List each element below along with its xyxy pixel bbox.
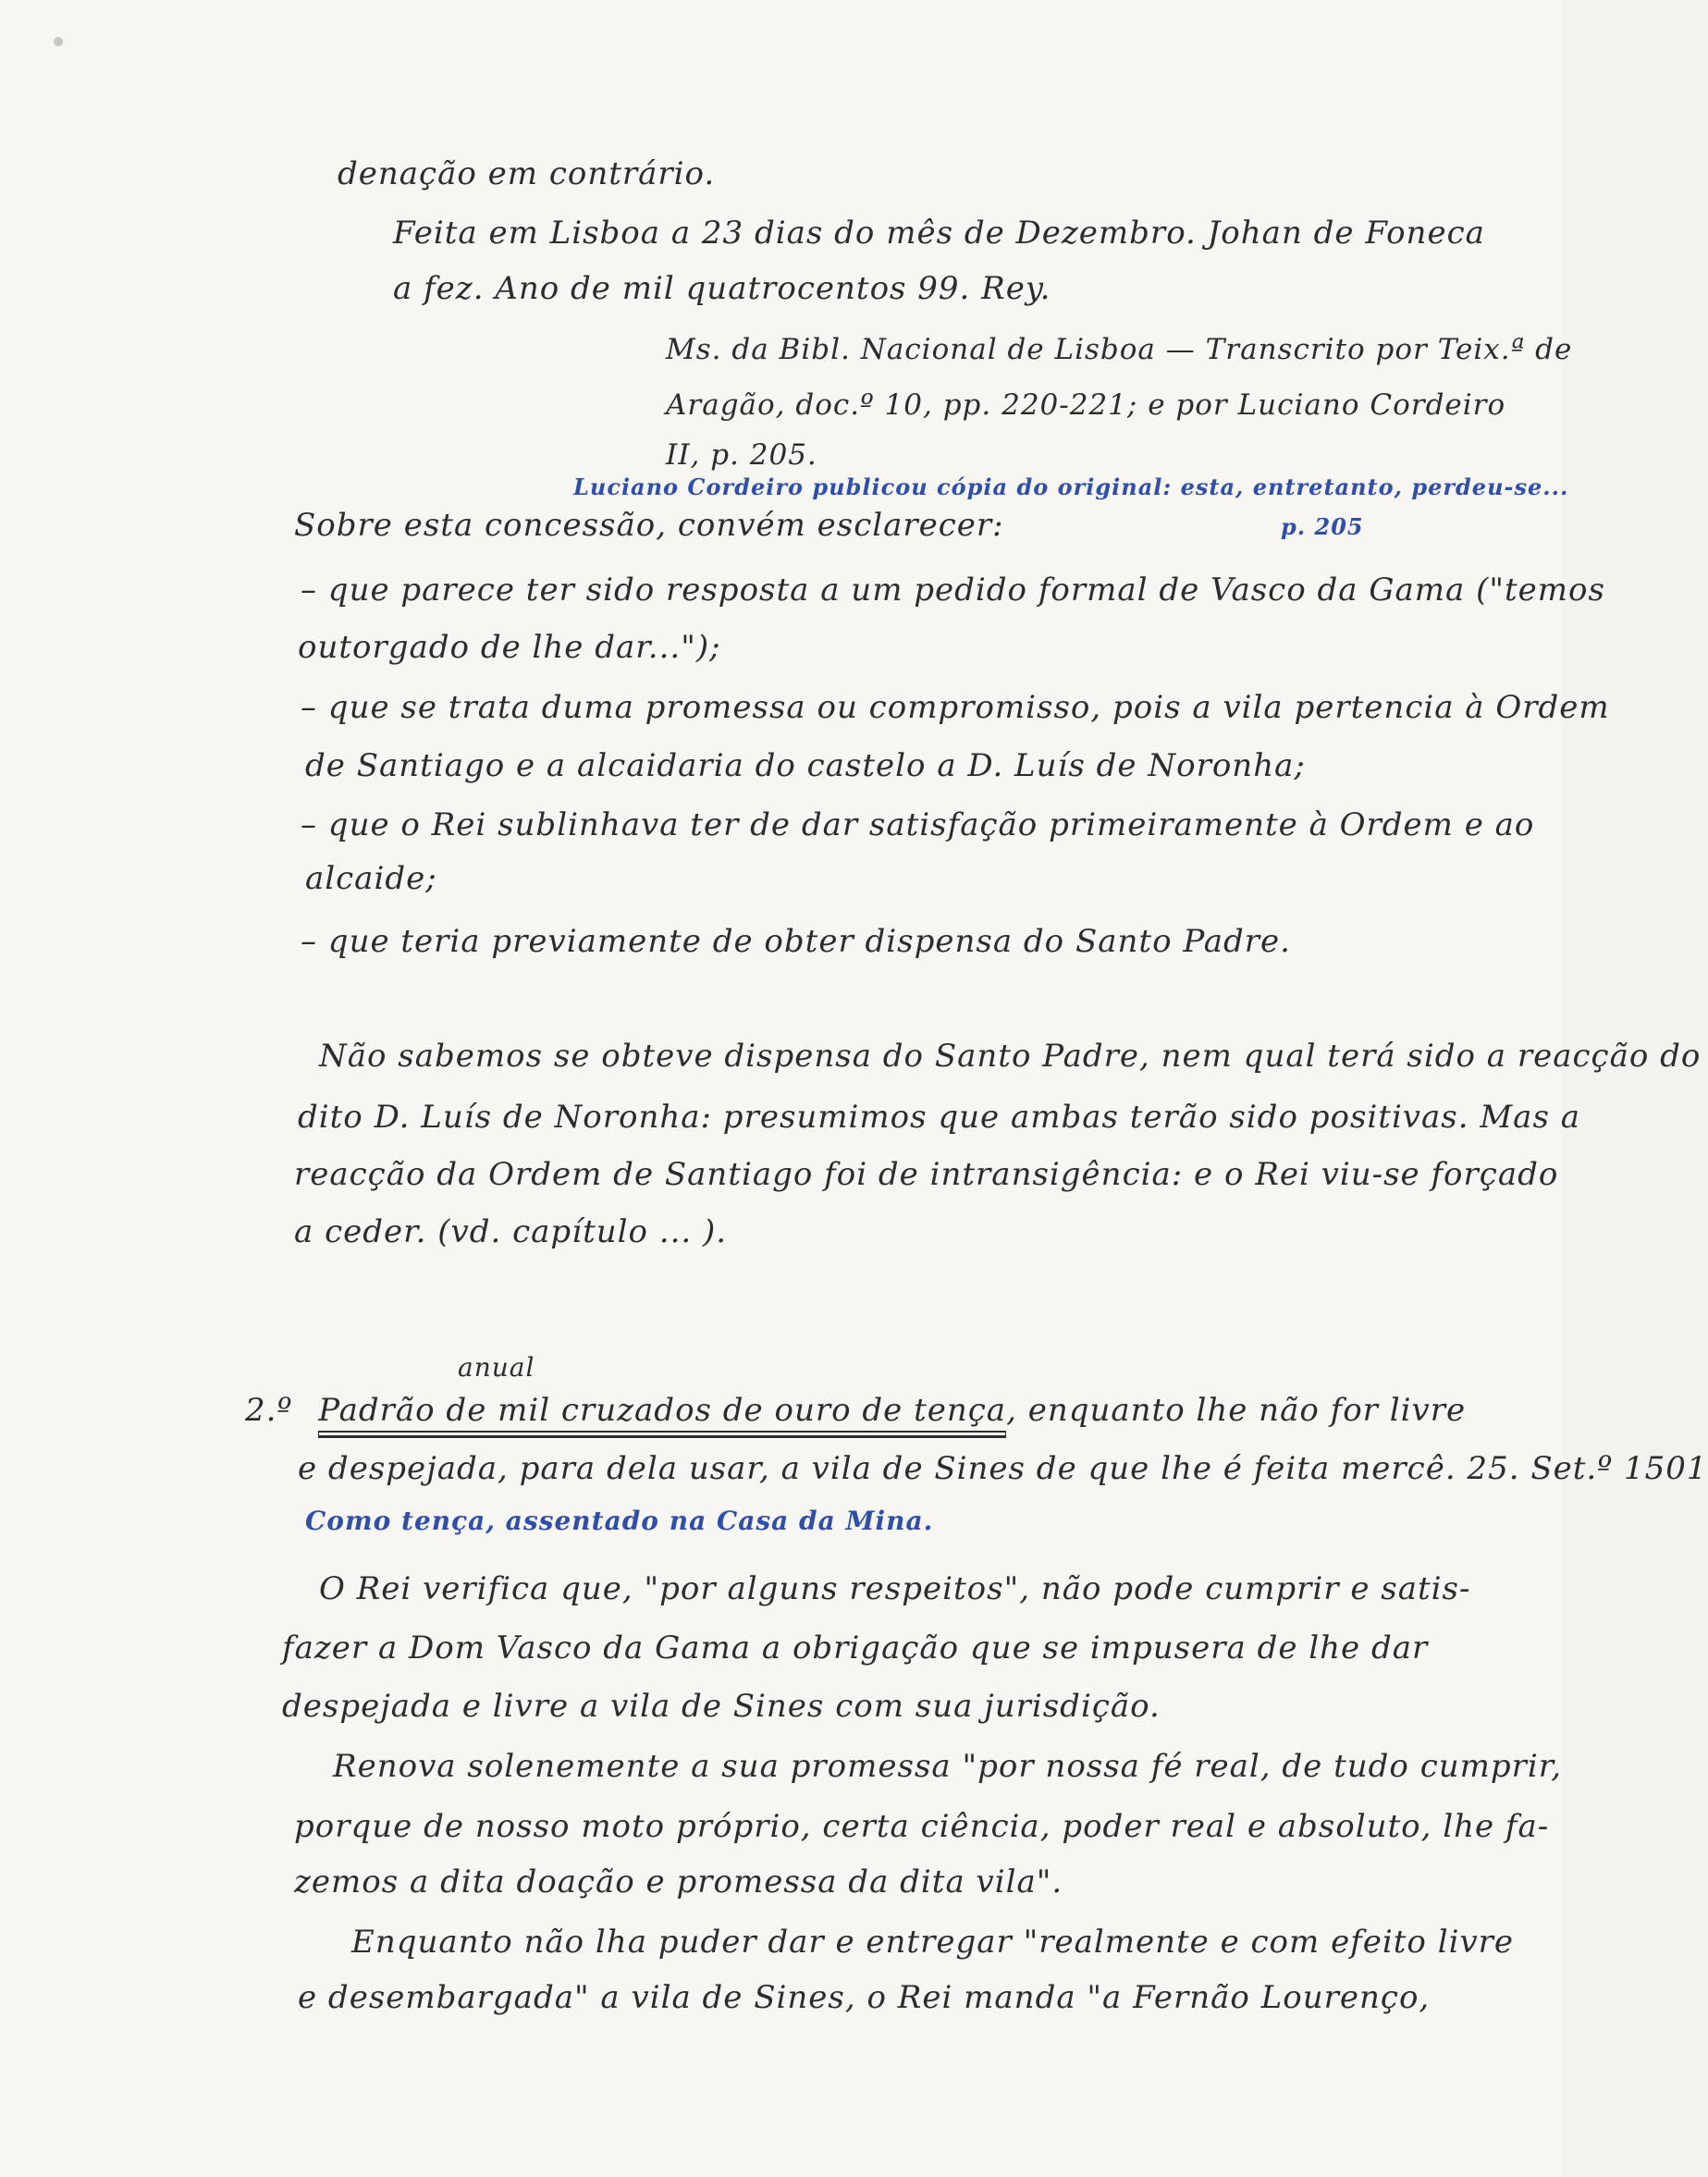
section-heading-line bbox=[245, 1392, 1466, 1429]
text-line: a fez. Ano de mil quatrocentos 99. Rey. bbox=[393, 270, 1051, 307]
citation-line: Ms. da Bibl. Nacional de Lisboa — Transcrito por Teix.ª de bbox=[666, 333, 1573, 366]
section-title: Padrão de mil cruzados de ouro de tença bbox=[318, 1392, 1006, 1433]
text-line: Não sabemos se obteve dispensa do Santo Padre, nem qual terá sido a reacção do bbox=[319, 1038, 1702, 1075]
text-line: e desembargada" a vila de Sines, o Rei manda "a Fernão Lourenço, bbox=[298, 1979, 1431, 2016]
blue-annotation-page: p. 205 bbox=[1281, 513, 1364, 540]
bullet-line: – que teria previamente de obter dispensa do Santo Padre. bbox=[301, 923, 1291, 960]
bullet-line: – que o Rei sublinhava ter de dar satisfação primeiramente à Ordem e ao bbox=[301, 806, 1535, 843]
bullet-line: – que se trata duma promessa ou compromisso, pois a vila pertencia à Ordem bbox=[301, 689, 1610, 726]
insertion-mark: anual bbox=[458, 1352, 535, 1383]
citation-line: II, p. 205. bbox=[666, 438, 817, 472]
section-heading-rest: , enquanto lhe não for livre bbox=[1006, 1392, 1467, 1429]
text-line: Enquanto não lha puder dar e entregar "realmente e com efeito livre bbox=[351, 1924, 1515, 1961]
citation-line: Aragão, doc.º 10, pp. 220-221; e por Luciano Cordeiro bbox=[666, 388, 1506, 422]
text-line: Sobre esta concessão, convém esclarecer: bbox=[294, 507, 1004, 544]
section-number: 2.º bbox=[245, 1392, 293, 1429]
blue-annotation: Luciano Cordeiro publicou cópia do original: esta, entretanto, perdeu-se... bbox=[573, 474, 1569, 500]
text-line: Renova solenemente a sua promessa "por nossa fé real, de tudo cumprir, bbox=[333, 1748, 1563, 1785]
text-line: fazer a Dom Vasco da Gama a obrigação que se impusera de lhe dar bbox=[282, 1630, 1429, 1667]
text-line: de Santiago e a alcaidaria do castelo a D. Luís de Noronha; bbox=[305, 747, 1306, 784]
margin-mark bbox=[54, 37, 63, 46]
text-line: zemos a dita doação e promessa da dita vila". bbox=[294, 1863, 1063, 1900]
text-line: despejada e livre a vila de Sines com sua jurisdição. bbox=[282, 1688, 1161, 1725]
text-line: Feita em Lisboa a 23 dias do mês de Dezembro. Johan de Foneca bbox=[393, 215, 1485, 252]
text-line: dito D. Luís de Noronha: presumimos que ambas terão sido positivas. Mas a bbox=[298, 1099, 1580, 1136]
text-line: e despejada, para dela usar, a vila de Sines de que lhe é feita mercê. 25. Set.º 1501 bbox=[298, 1450, 1708, 1487]
text-line: outorgado de lhe dar..."); bbox=[298, 629, 721, 666]
text-line: reacção da Ordem de Santiago foi de intransigência: e o Rei viu-se forçado bbox=[294, 1156, 1559, 1193]
blue-annotation: Como tença, assentado na Casa da Mina. bbox=[305, 1506, 934, 1536]
bullet-line: – que parece ter sido resposta a um pedido formal de Vasco da Gama ("temos bbox=[301, 572, 1605, 609]
text-line: porque de nosso moto próprio, certa ciência, poder real e absoluto, lhe fa- bbox=[294, 1808, 1550, 1845]
text-line: O Rei verifica que, "por alguns respeitos", não pode cumprir e satis- bbox=[319, 1570, 1471, 1607]
text-line: denação em contrário. bbox=[338, 155, 716, 192]
text-line: a ceder. (vd. capítulo ... ). bbox=[294, 1213, 728, 1250]
text-line: alcaide; bbox=[305, 860, 437, 897]
